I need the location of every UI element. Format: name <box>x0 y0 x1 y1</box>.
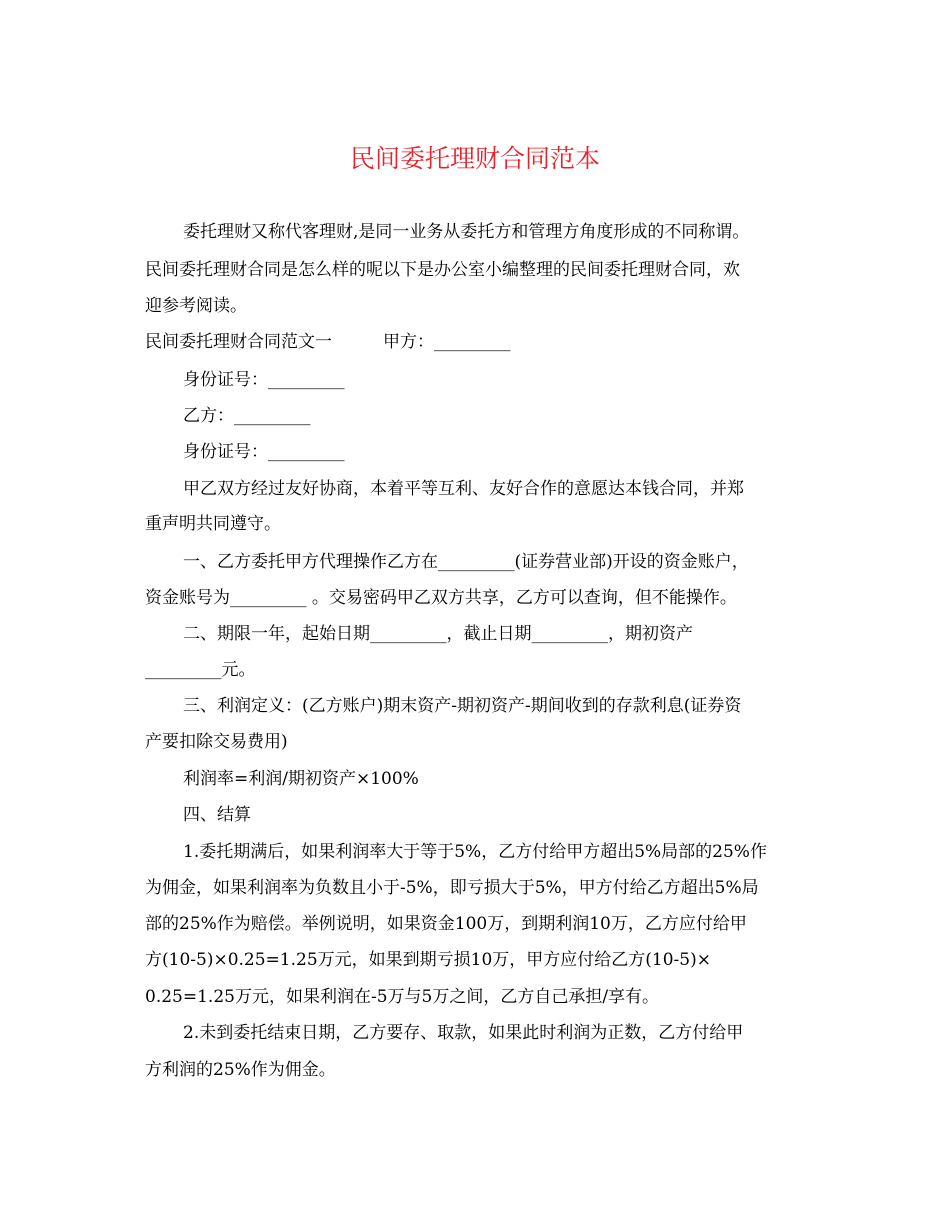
text-line: 0.25=1.25万元，如果利润在-5万与5万之间，乙方自己承担/享有。 <box>145 987 660 1007</box>
document-title: 民间委托理财合同范本 <box>349 144 600 173</box>
text-line: 民间委托理财合同是怎么样的呢以下是办公室小编整理的民间委托理财合同，欢 <box>145 260 740 280</box>
text-line: 方利润的25%作为佣金。 <box>145 1060 336 1080</box>
text-line: 身份证号：_________ <box>183 442 345 462</box>
text-line: 身份证号：_________ <box>183 370 345 390</box>
text-line: 二、期限一年，起始日期_________，截止日期_________，期初资产 <box>183 624 693 644</box>
text-line: 一、乙方委托甲方代理操作乙方在_________(证券营业部)开设的资金账户， <box>183 552 749 572</box>
text-line: 迎参考阅读。 <box>145 296 247 316</box>
text-line: 为佣金，如果利润率为负数且小于-5%，即亏损大于5%，甲方付给乙方超出5%局 <box>145 878 759 898</box>
text-line: _________元。 <box>145 660 256 680</box>
text-line: 委托理财又称代客理财,是同一业务从委托方和管理方角度形成的不同称谓。 <box>183 222 750 242</box>
text-line: 2.未到委托结束日期，乙方要存、取款，如果此时利润为正数，乙方付给甲 <box>183 1023 744 1043</box>
text-line: 资金账号为_________ 。交易密码甲乙双方共享，乙方可以查询，但不能操作。 <box>145 588 737 608</box>
text-line: 三、利润定义：(乙方账户)期末资产-期初资产-期间收到的存款利息(证券资 <box>183 696 742 716</box>
text-line: 利润率=利润/期初资产×100% <box>183 769 419 789</box>
text-line: 产要扣除交易费用) <box>145 732 288 752</box>
text-line: 乙方：_________ <box>183 406 311 426</box>
text-line: 四、结算 <box>183 805 251 825</box>
text-line: 民间委托理财合同范文一 甲方：_________ <box>145 332 511 352</box>
text-line: 重声明共同遵守。 <box>145 514 281 534</box>
text-line: 方(10-5)×0.25=1.25万元，如果到期亏损10万，甲方应付给乙方(10-5)× <box>145 950 711 970</box>
text-line: 1.委托期满后，如果利润率大于等于5%，乙方付给甲方超出5%局部的25%作 <box>183 842 767 862</box>
text-line: 甲乙双方经过友好协商，本着平等互利、友好合作的意愿达本钱合同，并郑 <box>183 479 744 499</box>
text-line: 部的25%作为赔偿。举例说明，如果资金100万，到期利润10万，乙方应付给甲 <box>145 914 747 934</box>
